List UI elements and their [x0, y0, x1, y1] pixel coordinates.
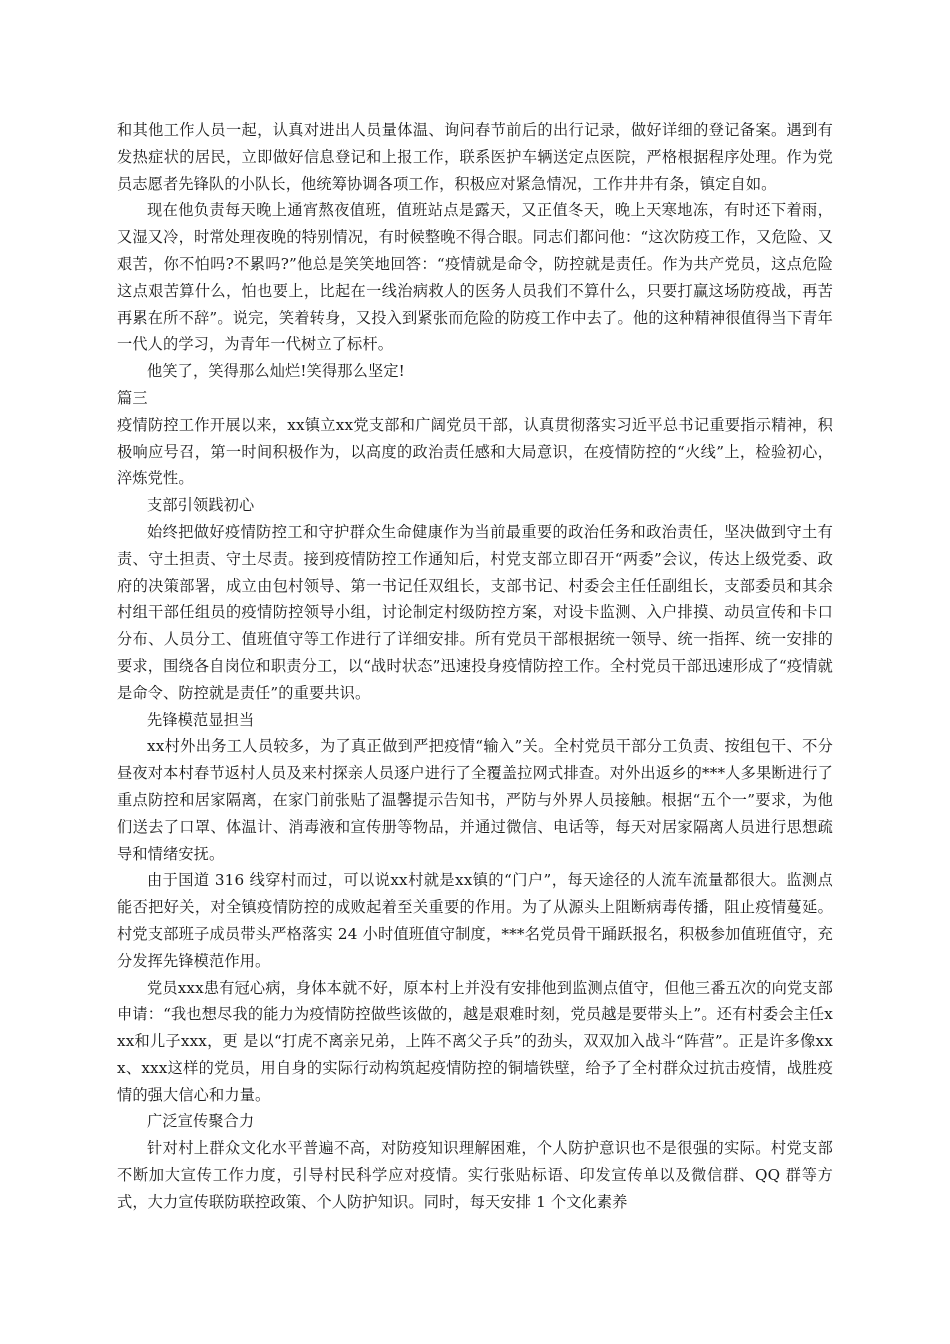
- paragraph-vanguard-2: 由于国道 316 线穿村而过，可以说xx村就是xx镇的“门户”，每天途径的人流车流量都很大。监测点能否把好关，对全镇疫情防控的成败起着至关重要的作用。为了从源头上阻断病毒传播，阻止疫情蔓延。村党支部班子成员带头严格落实 24 小时值班值守制度，***名党员骨干踊跃报名，积极参加值班值守，充分发挥先锋模范作用。: [117, 871, 833, 970]
- paragraph-publicity: 针对村上群众文化水平普遍不高，对防疫知识理解困难，个人防护意识也不是很强的实际。村党支部不断加大宣传工作力度，引导村民科学应对疫情。实行张贴标语、印发宣传单以及微信群、QQ 群等方式，大力宣传联防联控政策、个人防护知识。同时，每天安排 1 个文化素养: [117, 1139, 833, 1211]
- paragraph-intro: 疫情防控工作开展以来，xx镇立xx党支部和广阔党员干部，认真贯彻落实习近平总书记重要指示精神，积极响应号召，第一时间积极作为，以高度的政治责任感和大局意识，在疫情防控的“火线”上，检验初心，淬炼党性。: [117, 415, 833, 488]
- paragraph-continued: 和其他工作人员一起，认真对进出人员量体温、询问春节前后的出行记录，做好详细的登记备案。遇到有发热症状的居民，立即做好信息登记和上报工作，联系医护车辆送定点医院，严格根据程序处理。作为党员志愿者先锋队的小队长，他统筹协调各项工作，积极应对紧急情况，工作井井有条，镇定自如。: [117, 121, 833, 193]
- subheading-publicity: 广泛宣传聚合力: [147, 1112, 255, 1131]
- paragraph-vanguard-3: 党员xxx患有冠心病，身体本就不好，原本村上并没有安排他到监测点值守，但他三番五次的向党支部申请：“我也想尽我的能力为疫情防控做些该做的，越是艰难时刻，党员越是要带头上”。还有村委会主任xxx和儿子xxx，更 是以“打虎不离亲兄弟，上阵不离父子兵”的劲头，双双加入战斗“阵营”。正是许多像xxx、xxx这样的党员，用自身的实际行动构筑起疫情防控的铜墙铁壁，给予了全村群众过抗击疫情，战胜疫情的强大信心和力量。: [117, 978, 833, 1104]
- subheading-branch-leads: 支部引领践初心: [147, 496, 255, 515]
- paragraph-vanguard-1: xx村外出务工人员较多，为了真正做到严把疫情“输入”关。全村党员干部分工负责、按组包干、不分昼夜对本村春节返村人员及来村探亲人员逐户进行了全覆盖拉网式排查。对外出返乡的***人多果断进行了重点防控和居家隔离，在家门前张贴了温馨提示告知书，严防与外界人员接触。根据“五个一”要求，为他们送去了口罩、体温计、消毒液和宣传册等物品，并通过微信、电话等，每天对居家隔离人员进行思想疏导和情绪安抚。: [117, 737, 833, 863]
- subheading-vanguard: 先锋模范显担当: [147, 710, 255, 729]
- paragraph-night-duty: 现在他负责每天晚上通宵熬夜值班，值班站点是露天，又正值冬天，晚上天寒地冻，有时还下着雨，又湿又冷，时常处理夜晚的特别情况，有时候整晚不得合眼。同志们都问他：“这次防疫工作，又危险、又艰苦，你不怕吗?不累吗?”他总是笑笑地回答：“疫情就是命令，防控就是责任。作为共产党员，这点危险这点艰苦算什么，怕也要上，比起在一线治病救人的医务人员我们不算什么，只要打赢这场防疫战，再苦再累在所不辞”。说完，笑着转身，又投入到紧张而危险的防疫工作中去了。他的这种精神很值得当下青年一代人的学习，为青年一代树立了标杆。: [117, 201, 833, 354]
- paragraph-smile: 他笑了，笑得那么灿烂!笑得那么坚定!: [147, 362, 405, 381]
- paragraph-branch-leads: 始终把做好疫情防控工和守护群众生命健康作为当前最重要的政治任务和政治责任，坚决做到守土有责、守土担责、守土尽责。接到疫情防控工作通知后，村党支部立即召开“两委”会议，传达上级党委、政府的决策部署，成立由包村领导、第一书记任双组长，支部书记、村委会主任任副组长，支部委员和其余村组干部任组员的疫情防控领导小组，讨论制定村级防控方案，对设卡监测、入户排摸、动员宣传和卡口分布、人员分工、值班值守等工作进行了详细安排。所有党员干部根据统一领导、统一指挥、统一安排的要求，围绕各自岗位和职责分工，以“战时状态”迅速投身疫情防控工作。全村党员干部迅速形成了“疫情就是命令、防控就是责任”的重要共识。: [117, 522, 833, 702]
- document-body: [117, 117, 833, 1216]
- section-title: 篇三: [117, 388, 148, 407]
